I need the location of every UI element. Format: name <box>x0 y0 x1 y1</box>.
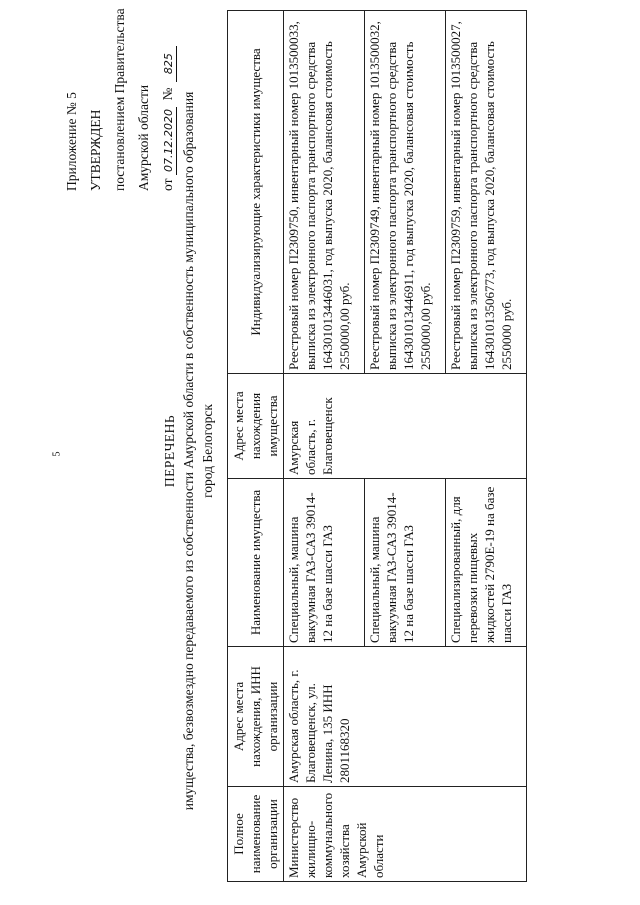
header-org-name: Полное наименование организации <box>228 787 284 882</box>
resolution-label: постановлением Правительства <box>112 8 127 191</box>
characteristics-cell: Реестровый номер П2309750, инвентарный номер 1013500033, выписка из электронного паспорта транспортного средства 164301013446031, год выпуска 2020, балансовая стоимость 2550000,00 руб. <box>284 11 365 374</box>
table-header-row <box>228 11 284 882</box>
from-label: от <box>160 178 175 191</box>
table-row <box>284 11 365 882</box>
characteristics-cell: Реестровый номер П2309759, инвентарный номер 1013500027, выписка из электронного паспорта транспортного средства 164301013506773, год выпуска 2020, балансовая стоимость 2550000 руб. <box>446 11 527 374</box>
property-table <box>227 10 527 882</box>
government-region: Амурской области <box>136 84 151 191</box>
rotated-document <box>60 8 620 891</box>
characteristics-cell: Реестровый номер П2309749, инвентарный номер 1013500032, выписка из электронного паспорта транспортного средства 164301013446911, год выпуска 2020, балансовая стоимость 2550000,00 руб. <box>365 11 446 374</box>
header-org-address: Адрес места нахождения, ИНН организации <box>228 647 284 787</box>
approved-label: УТВЕРЖДЕН <box>88 109 103 191</box>
property-name-cell: Специальный, машина вакуумная ГАЗ-САЗ 39014-12 на базе шасси ГАЗ <box>284 479 365 647</box>
org-address-cell: Амурская область, г. Благовещенск, ул. Ленина, 135 ИНН 2801168320 <box>284 647 527 787</box>
property-address-cell: Амурская область, г. Благовещенск <box>284 374 527 479</box>
title-subtitle: имущества, безвозмездно передаваемого из собственности Амурской области в собственность муниципального образования <box>181 91 196 811</box>
header-property-name: Наименование имущества <box>228 479 284 647</box>
property-name-cell: Специальный, машина вакуумная ГАЗ-САЗ 39014-12 на базе шасси ГАЗ <box>365 479 446 647</box>
org-name-cell: Министерство жилищно-коммунального хозяйства Амурской области <box>284 787 527 882</box>
document-title <box>160 11 217 891</box>
header-characteristics: Индивидуализирующие характеристики имущества <box>228 11 284 374</box>
title-subtitle-2: город Белогорск <box>200 404 215 498</box>
number-label: № <box>160 87 175 101</box>
page-number: 5 <box>51 451 63 457</box>
appendix-number: Приложение № 5 <box>64 92 79 191</box>
title-heading: ПЕРЕЧЕНЬ <box>162 414 177 488</box>
property-name-cell: Специализированный, для перевозки пищевых жидкостей 2790Е-19 на базе шасси ГАЗ <box>446 479 527 647</box>
handwritten-date: 07.12.2020 <box>162 107 177 175</box>
handwritten-number: 825 <box>162 46 177 82</box>
header-property-address: Адрес места нахождения имущества <box>228 374 284 479</box>
